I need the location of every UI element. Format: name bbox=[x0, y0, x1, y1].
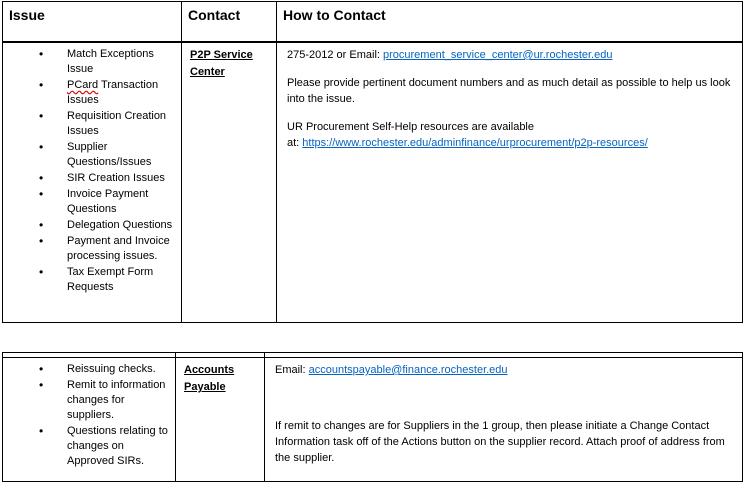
header-issue: Issue bbox=[3, 2, 182, 43]
remit-note: If remit to changes are for Suppliers in the 1 group, then please initiate a Change Contact Information task off of the Actions button on the supplier record. Attach proof of address from the supplier. bbox=[275, 420, 725, 464]
contact-p2p-service-center[interactable] bbox=[182, 43, 276, 81]
how-cell bbox=[277, 42, 743, 322]
phone-prefix: 275-2012 or Email: bbox=[287, 49, 383, 61]
selfhelp-at: at: bbox=[287, 137, 303, 149]
contact-line: Accounts bbox=[184, 364, 235, 376]
list-item: • Supplier Questions/Issues bbox=[3, 140, 181, 170]
selfhelp-line: UR Procurement Self-Help resources are available bbox=[287, 121, 534, 133]
p2p-table bbox=[2, 1, 743, 323]
issue-list bbox=[3, 358, 175, 474]
list-item bbox=[3, 78, 181, 108]
table-row bbox=[3, 358, 743, 482]
list-item: • SIR Creation Issues bbox=[3, 171, 181, 186]
header-contact: Contact bbox=[182, 2, 277, 43]
email-link[interactable]: procurement_service_center@ur.rochester.edu bbox=[383, 49, 613, 61]
list-item: • Tax Exempt Form Requests bbox=[3, 265, 181, 295]
list-item: • Payment and Invoice processing issues. bbox=[3, 234, 181, 264]
how-cell bbox=[265, 358, 743, 482]
detail-text: Please provide pertinent document numbers and as much detail as possible to help us look into the issue. bbox=[287, 77, 731, 105]
list-item: • Match Exceptions Issue bbox=[3, 47, 181, 77]
contact-cell bbox=[182, 42, 277, 322]
contact-line: Center bbox=[190, 66, 225, 78]
contact-cell bbox=[176, 358, 265, 482]
header-how-to-contact: How to Contact bbox=[277, 2, 743, 43]
resources-link[interactable]: https://www.rochester.edu/adminfinance/urprocurement/p2p-resources/ bbox=[302, 137, 648, 149]
pcard-word: PCard bbox=[67, 79, 99, 91]
email-line bbox=[275, 362, 734, 378]
contact-line: Payable bbox=[184, 381, 226, 393]
pcard-rest: Transaction Issues bbox=[67, 79, 159, 106]
email-prefix: Email: bbox=[275, 364, 309, 376]
issue-cell bbox=[3, 358, 176, 482]
selfhelp-text bbox=[287, 119, 734, 151]
issue-cell bbox=[3, 42, 182, 322]
contact-line: P2P Service bbox=[190, 49, 253, 61]
list-item: • Invoice Payment Questions bbox=[3, 187, 181, 217]
table-row bbox=[3, 42, 743, 322]
list-item: • Remit to information changes for suppliers. bbox=[3, 378, 175, 423]
email-link[interactable]: accountspayable@finance.rochester.edu bbox=[308, 364, 508, 376]
list-item: • Questions relating to changes on Approved SIRs. bbox=[3, 424, 175, 469]
list-item: • Delegation Questions bbox=[3, 218, 181, 233]
contact-accounts-payable[interactable] bbox=[176, 358, 264, 396]
list-item: • Reissuing checks. bbox=[3, 362, 175, 377]
table-header-row bbox=[3, 2, 743, 43]
phone-email-line bbox=[287, 47, 734, 63]
ap-table bbox=[2, 352, 743, 482]
list-item: • Requisition Creation Issues bbox=[3, 109, 181, 139]
issue-list bbox=[3, 43, 181, 300]
